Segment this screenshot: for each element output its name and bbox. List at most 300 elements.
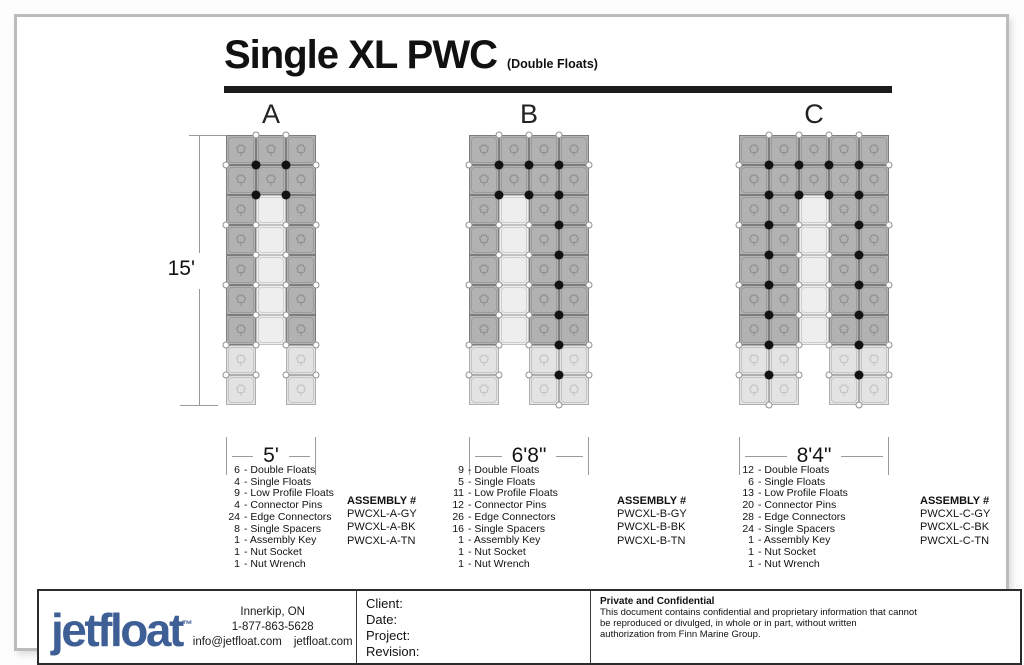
assembly-number: PWCXL-C-BK bbox=[920, 521, 990, 534]
field-project: Project: bbox=[366, 628, 411, 643]
connector-pin-dot bbox=[765, 221, 774, 230]
float-cell-double bbox=[286, 165, 316, 195]
maple-leaf-icon bbox=[748, 324, 761, 337]
connector-pin-dot bbox=[765, 161, 774, 170]
edge-connector-dot bbox=[586, 282, 593, 289]
float-cell-low-profile bbox=[499, 255, 529, 285]
part-name: - Assembly Key bbox=[468, 534, 541, 547]
part-name: - Single Floats bbox=[244, 475, 312, 488]
maple-leaf-icon bbox=[868, 354, 881, 367]
float-cell-double bbox=[739, 195, 769, 225]
part-name: - Connector Pins bbox=[244, 499, 323, 512]
edge-connector-dot bbox=[766, 132, 773, 139]
height-dimension-tick-top bbox=[189, 135, 227, 136]
contact-email: info@jetfloat.com bbox=[192, 635, 282, 648]
maple-leaf-icon bbox=[538, 264, 551, 277]
float-cell-double bbox=[226, 315, 256, 345]
float-cell-single bbox=[769, 345, 799, 375]
field-date: Date: bbox=[366, 612, 398, 627]
edge-connector-dot bbox=[586, 222, 593, 229]
confidential-title: Private and Confidential bbox=[600, 596, 715, 607]
part-name: - Double Floats bbox=[468, 464, 540, 476]
edge-connector-dot bbox=[826, 282, 833, 289]
connector-pin-dot bbox=[855, 341, 864, 350]
assembly-number: PWCXL-A-BK bbox=[347, 521, 416, 534]
float-cell-double bbox=[559, 135, 589, 165]
parts-row bbox=[214, 465, 334, 477]
maple-leaf-icon bbox=[748, 204, 761, 217]
float-cell-double bbox=[256, 165, 286, 195]
edge-connector-dot bbox=[736, 282, 743, 289]
part-qty: 26 bbox=[452, 510, 464, 523]
edge-connector-dot bbox=[796, 312, 803, 319]
float-cell-double bbox=[286, 315, 316, 345]
maple-leaf-icon bbox=[295, 204, 308, 217]
maple-leaf-icon bbox=[868, 174, 881, 187]
part-qty: 1 bbox=[458, 557, 464, 570]
parts-row bbox=[728, 512, 848, 524]
edge-connector-dot bbox=[253, 252, 260, 259]
part-name: - Double Floats bbox=[758, 464, 830, 476]
float-cell-double bbox=[739, 285, 769, 315]
maple-leaf-icon bbox=[508, 144, 521, 157]
diagram-label: B bbox=[519, 99, 538, 129]
float-cell-double bbox=[829, 135, 859, 165]
part-qty: 13 bbox=[742, 487, 754, 500]
float-cell-double bbox=[286, 255, 316, 285]
edge-connector-dot bbox=[526, 222, 533, 229]
edge-connector-dot bbox=[796, 282, 803, 289]
edge-connector-dot bbox=[313, 162, 320, 169]
edge-connector-dot bbox=[526, 252, 533, 259]
edge-connector-dot bbox=[826, 372, 833, 379]
maple-leaf-icon bbox=[778, 204, 791, 217]
assembly-diagram-B bbox=[469, 99, 589, 467]
part-name: - Single Spacers bbox=[468, 522, 546, 535]
part-name: - Connector Pins bbox=[468, 499, 547, 512]
edge-connector-dot bbox=[496, 132, 503, 139]
maple-leaf-icon bbox=[538, 174, 551, 187]
part-qty: 6 bbox=[234, 464, 240, 476]
edge-connector-dot bbox=[886, 372, 893, 379]
edge-connector-dot bbox=[586, 342, 593, 349]
maple-leaf-icon bbox=[295, 294, 308, 307]
maple-leaf-icon bbox=[295, 354, 308, 367]
edge-connector-dot bbox=[223, 222, 230, 229]
edge-connector-dot bbox=[526, 282, 533, 289]
width-dimension-label: 8'4" bbox=[796, 444, 832, 467]
confidential-line: be reproduced or divulged, in whole or in part, without written bbox=[600, 617, 857, 629]
float-cell-double bbox=[769, 195, 799, 225]
maple-leaf-icon bbox=[235, 174, 248, 187]
connector-pin-dot bbox=[795, 161, 804, 170]
assembly-diagram-A bbox=[226, 99, 316, 467]
diagram-label: A bbox=[261, 99, 280, 129]
float-cell-double bbox=[769, 285, 799, 315]
maple-leaf-icon bbox=[295, 324, 308, 337]
float-cell-low-profile bbox=[256, 255, 286, 285]
jetfloat-logo bbox=[39, 603, 193, 656]
connector-pin-dot bbox=[525, 191, 534, 200]
edge-connector-dot bbox=[496, 252, 503, 259]
float-cell-low-profile bbox=[799, 225, 829, 255]
part-name: - Double Floats bbox=[244, 464, 316, 476]
edge-connector-dot bbox=[223, 342, 230, 349]
assembly-numbers-B bbox=[617, 495, 687, 548]
float-cell-single bbox=[829, 375, 859, 405]
float-cell-single bbox=[529, 345, 559, 375]
header bbox=[224, 33, 598, 78]
maple-leaf-icon bbox=[568, 204, 581, 217]
edge-connector-dot bbox=[796, 252, 803, 259]
float-cell-single bbox=[286, 375, 316, 405]
edge-connector-dot bbox=[466, 282, 473, 289]
width-dimension-label: 5' bbox=[263, 444, 279, 467]
float-cell-double bbox=[559, 285, 589, 315]
float-cell-double bbox=[769, 165, 799, 195]
float-cell-double bbox=[799, 165, 829, 195]
assembly-number: PWCXL-B-GY bbox=[617, 508, 687, 521]
maple-leaf-icon bbox=[838, 324, 851, 337]
part-qty: 8 bbox=[234, 522, 240, 535]
edge-connector-dot bbox=[586, 162, 593, 169]
assembly-number: PWCXL-A-TN bbox=[347, 534, 416, 547]
maple-leaf-icon bbox=[568, 174, 581, 187]
maple-leaf-icon bbox=[538, 204, 551, 217]
edge-connector-dot bbox=[496, 342, 503, 349]
float-cell-double bbox=[469, 315, 499, 345]
page-title: Single XL PWC bbox=[224, 33, 497, 77]
maple-leaf-icon bbox=[568, 354, 581, 367]
assembly-title: ASSEMBLY # bbox=[347, 495, 417, 507]
edge-connector-dot bbox=[253, 342, 260, 349]
float-cell-double bbox=[739, 315, 769, 345]
maple-leaf-icon bbox=[295, 144, 308, 157]
float-cell-low-profile bbox=[256, 285, 286, 315]
height-dimension-line-bottom bbox=[199, 289, 200, 405]
maple-leaf-icon bbox=[478, 204, 491, 217]
parts-list-C bbox=[728, 465, 848, 570]
float-cell-double bbox=[829, 255, 859, 285]
float-cell-double bbox=[829, 315, 859, 345]
confidential-line: This document contains confidential and proprietary information that cannot bbox=[600, 607, 917, 618]
connector-pin-dot bbox=[855, 251, 864, 260]
edge-connector-dot bbox=[736, 342, 743, 349]
float-cell-double bbox=[469, 165, 499, 195]
maple-leaf-icon bbox=[838, 294, 851, 307]
confidential-line: authorization from Finn Marine Group. bbox=[600, 628, 761, 640]
float-cell-double bbox=[769, 135, 799, 165]
maple-leaf-icon bbox=[235, 204, 248, 217]
maple-leaf-icon bbox=[235, 384, 248, 397]
maple-leaf-icon bbox=[295, 264, 308, 277]
connector-pin-dot bbox=[495, 191, 504, 200]
page-subtitle: (Double Floats) bbox=[506, 57, 598, 71]
maple-leaf-icon bbox=[265, 174, 278, 187]
dimension-line bbox=[475, 456, 502, 457]
connector-pin-dot bbox=[765, 191, 774, 200]
float-cell-double bbox=[499, 135, 529, 165]
edge-connector-dot bbox=[283, 342, 290, 349]
part-name: - Nut Wrench bbox=[244, 557, 306, 570]
part-name: - Assembly Key bbox=[758, 534, 831, 547]
maple-leaf-icon bbox=[568, 264, 581, 277]
float-cell-single bbox=[769, 375, 799, 405]
document-page bbox=[14, 14, 1009, 659]
edge-connector-dot bbox=[253, 282, 260, 289]
maple-leaf-icon bbox=[838, 384, 851, 397]
parts-row bbox=[728, 559, 848, 571]
maple-leaf-icon bbox=[868, 384, 881, 397]
float-cell-double bbox=[559, 195, 589, 225]
edge-connector-dot bbox=[826, 342, 833, 349]
connector-pin-dot bbox=[795, 191, 804, 200]
float-cell-double bbox=[226, 165, 256, 195]
part-name: - Single Floats bbox=[468, 475, 536, 488]
part-name: - Single Floats bbox=[758, 475, 826, 488]
part-qty: 11 bbox=[453, 487, 464, 500]
connector-pin-dot bbox=[555, 341, 564, 350]
edge-connector-dot bbox=[496, 282, 503, 289]
maple-leaf-icon bbox=[538, 354, 551, 367]
float-cell-double bbox=[799, 135, 829, 165]
part-name: - Nut Socket bbox=[244, 545, 302, 558]
part-name: - Low Profile Floats bbox=[244, 487, 334, 500]
connector-pin-dot bbox=[555, 281, 564, 290]
edge-connector-dot bbox=[223, 372, 230, 379]
float-cell-double bbox=[529, 195, 559, 225]
edge-connector-dot bbox=[886, 162, 893, 169]
parts-row bbox=[438, 559, 558, 571]
maple-leaf-icon bbox=[748, 354, 761, 367]
maple-leaf-icon bbox=[478, 354, 491, 367]
parts-list-B bbox=[438, 465, 558, 570]
float-cell-double bbox=[829, 165, 859, 195]
float-cell-double bbox=[286, 285, 316, 315]
edge-connector-dot bbox=[466, 162, 473, 169]
part-qty: 24 bbox=[742, 522, 754, 535]
connector-pin-dot bbox=[555, 311, 564, 320]
height-dimension-line-top bbox=[199, 135, 200, 253]
maple-leaf-icon bbox=[508, 174, 521, 187]
part-qty: 1 bbox=[234, 557, 240, 570]
maple-leaf-icon bbox=[478, 294, 491, 307]
float-cell-low-profile bbox=[799, 315, 829, 345]
part-qty: 28 bbox=[742, 510, 754, 523]
connector-pin-dot bbox=[765, 341, 774, 350]
float-cell-double bbox=[286, 225, 316, 255]
connector-pin-dot bbox=[855, 371, 864, 380]
connector-pin-dot bbox=[282, 191, 291, 200]
connector-pin-dot bbox=[555, 371, 564, 380]
connector-pin-dot bbox=[765, 281, 774, 290]
edge-connector-dot bbox=[313, 282, 320, 289]
assembly-number: PWCXL-A-GY bbox=[347, 508, 417, 521]
parts-row bbox=[728, 465, 848, 477]
float-cell-double bbox=[226, 135, 256, 165]
assembly-numbers-C bbox=[920, 495, 990, 548]
float-cell-double bbox=[529, 285, 559, 315]
edge-connector-dot bbox=[586, 372, 593, 379]
part-qty: 1 bbox=[748, 545, 754, 558]
edge-connector-dot bbox=[283, 132, 290, 139]
connector-pin-dot bbox=[555, 221, 564, 230]
edge-connector-dot bbox=[283, 252, 290, 259]
float-cell-double bbox=[559, 255, 589, 285]
maple-leaf-icon bbox=[235, 234, 248, 247]
edge-connector-dot bbox=[766, 402, 773, 409]
float-cell-double bbox=[859, 225, 889, 255]
contact-phone: 1-877-863-5628 bbox=[231, 620, 314, 633]
part-qty: 1 bbox=[458, 534, 464, 547]
part-name: - Edge Connectors bbox=[244, 510, 332, 523]
maple-leaf-icon bbox=[808, 144, 821, 157]
part-qty: 1 bbox=[458, 545, 464, 558]
maple-leaf-icon bbox=[478, 324, 491, 337]
float-cell-double bbox=[499, 165, 529, 195]
height-dimension-tick-bottom bbox=[180, 405, 218, 406]
connector-pin-dot bbox=[825, 191, 834, 200]
maple-leaf-icon bbox=[748, 384, 761, 397]
assembly-title: ASSEMBLY # bbox=[617, 495, 687, 507]
maple-leaf-icon bbox=[235, 324, 248, 337]
maple-leaf-icon bbox=[778, 174, 791, 187]
parts-row bbox=[438, 512, 558, 524]
edge-connector-dot bbox=[313, 222, 320, 229]
maple-leaf-icon bbox=[478, 264, 491, 277]
part-qty: 4 bbox=[234, 499, 240, 512]
logo-text: jetfloat bbox=[51, 603, 182, 656]
float-cell-low-profile bbox=[799, 195, 829, 225]
maple-leaf-icon bbox=[838, 354, 851, 367]
maple-leaf-icon bbox=[838, 144, 851, 157]
maple-leaf-icon bbox=[868, 144, 881, 157]
edge-connector-dot bbox=[826, 252, 833, 259]
float-cell-double bbox=[859, 195, 889, 225]
maple-leaf-icon bbox=[538, 294, 551, 307]
part-name: - Low Profile Floats bbox=[758, 487, 848, 500]
float-cell-double bbox=[859, 255, 889, 285]
parts-row bbox=[438, 465, 558, 477]
edge-connector-dot bbox=[556, 132, 563, 139]
maple-leaf-icon bbox=[778, 324, 791, 337]
connector-pin-dot bbox=[765, 311, 774, 320]
maple-leaf-icon bbox=[295, 234, 308, 247]
part-name: - Nut Socket bbox=[758, 545, 816, 558]
edge-connector-dot bbox=[826, 222, 833, 229]
edge-connector-dot bbox=[856, 402, 863, 409]
footer bbox=[37, 589, 1022, 665]
maple-leaf-icon bbox=[478, 174, 491, 187]
float-cell-low-profile bbox=[256, 225, 286, 255]
float-cell-low-profile bbox=[256, 195, 286, 225]
edge-connector-dot bbox=[223, 162, 230, 169]
edge-connector-dot bbox=[313, 372, 320, 379]
float-cell-double bbox=[739, 225, 769, 255]
maple-leaf-icon bbox=[778, 354, 791, 367]
float-cell-double bbox=[256, 135, 286, 165]
edge-connector-dot bbox=[466, 222, 473, 229]
float-cell-double bbox=[859, 285, 889, 315]
maple-leaf-icon bbox=[235, 294, 248, 307]
footer-brand-cell bbox=[39, 591, 357, 663]
maple-leaf-icon bbox=[748, 294, 761, 307]
float-cell-double bbox=[226, 195, 256, 225]
float-cell-single bbox=[859, 375, 889, 405]
float-cell-double bbox=[829, 225, 859, 255]
edge-connector-dot bbox=[253, 132, 260, 139]
footer-confidential-cell bbox=[591, 591, 1020, 663]
edge-connector-dot bbox=[283, 312, 290, 319]
float-cell-single bbox=[559, 375, 589, 405]
parts-row bbox=[214, 512, 334, 524]
edge-connector-dot bbox=[526, 372, 533, 379]
connector-pin-dot bbox=[555, 191, 564, 200]
edge-connector-dot bbox=[556, 402, 563, 409]
float-cell-double bbox=[829, 285, 859, 315]
edge-connector-dot bbox=[283, 222, 290, 229]
part-qty: 4 bbox=[234, 475, 240, 488]
dimension-tick bbox=[588, 437, 589, 475]
edge-connector-dot bbox=[283, 372, 290, 379]
edge-connector-dot bbox=[526, 342, 533, 349]
connector-pin-dot bbox=[555, 251, 564, 260]
part-qty: 12 bbox=[742, 464, 754, 476]
maple-leaf-icon bbox=[778, 144, 791, 157]
float-cell-double bbox=[769, 225, 799, 255]
maple-leaf-icon bbox=[778, 264, 791, 277]
width-dimension-label: 6'8" bbox=[511, 444, 547, 467]
float-cell-low-profile bbox=[799, 255, 829, 285]
maple-leaf-icon bbox=[235, 144, 248, 157]
float-cell-double bbox=[739, 135, 769, 165]
float-cell-double bbox=[559, 225, 589, 255]
dimension-line bbox=[556, 456, 583, 457]
part-name: - Low Profile Floats bbox=[468, 487, 558, 500]
part-name: - Single Spacers bbox=[244, 522, 322, 535]
connector-pin-dot bbox=[855, 221, 864, 230]
assembly-title: ASSEMBLY # bbox=[920, 495, 990, 507]
maple-leaf-icon bbox=[235, 354, 248, 367]
float-cell-double bbox=[829, 195, 859, 225]
edge-connector-dot bbox=[466, 342, 473, 349]
field-revision: Revision: bbox=[366, 644, 420, 659]
maple-leaf-icon bbox=[748, 264, 761, 277]
height-dimension-label: 15' bbox=[167, 257, 195, 280]
edge-connector-dot bbox=[466, 372, 473, 379]
maple-leaf-icon bbox=[478, 384, 491, 397]
float-cell-double bbox=[226, 255, 256, 285]
maple-leaf-icon bbox=[568, 234, 581, 247]
connector-pin-dot bbox=[765, 371, 774, 380]
float-cell-double bbox=[529, 165, 559, 195]
float-cell-double bbox=[469, 285, 499, 315]
connector-pin-dot bbox=[282, 161, 291, 170]
float-cell-single bbox=[469, 375, 499, 405]
part-qty: 1 bbox=[234, 545, 240, 558]
assembly-number: PWCXL-B-TN bbox=[617, 534, 686, 547]
float-cell-single bbox=[559, 345, 589, 375]
float-cell-low-profile bbox=[799, 285, 829, 315]
maple-leaf-icon bbox=[538, 324, 551, 337]
maple-leaf-icon bbox=[778, 294, 791, 307]
float-cell-double bbox=[469, 195, 499, 225]
connector-pin-dot bbox=[252, 161, 261, 170]
maple-leaf-icon bbox=[838, 174, 851, 187]
part-name: - Connector Pins bbox=[758, 499, 837, 512]
part-name: - Edge Connectors bbox=[758, 510, 846, 523]
part-qty: 9 bbox=[234, 487, 240, 500]
